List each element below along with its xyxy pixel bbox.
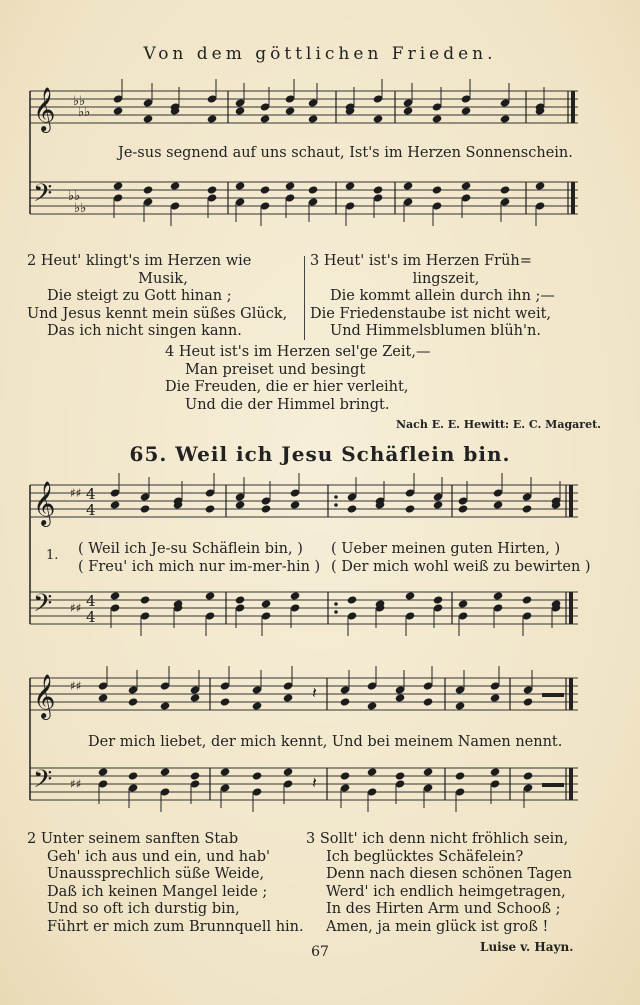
final-barline-thick [571,91,575,123]
verse-line: 2 Heut' klingt's im Herzen wie [27,253,252,269]
verse-line: Die Friedenstaube ist nicht weit, [310,305,552,322]
hymn65-credit: Luise v. Hayn. [480,940,574,954]
notehead [285,107,295,116]
notehead [160,768,170,777]
notehead [290,501,300,510]
repeat-dot [334,610,338,614]
hymn64-lyric-line: Je-sus segnend auf uns schaut, Ist's im Herzen Sonnenschein. [118,145,573,161]
verse-line: Und Jesus kennt mein süßes Glück, [27,305,288,322]
notehead [113,182,123,191]
notehead [235,596,245,605]
repeat-dot [334,602,338,606]
verse-line: Geh' ich aus und ein, und hab' [47,848,271,865]
notehead [523,772,533,781]
notehead [535,182,545,191]
final-barline-thick [569,678,573,710]
notehead [98,768,108,777]
notehead [110,501,120,510]
notehead [455,702,465,711]
notehead [283,768,293,777]
treble-clef: 𝄞 [33,674,56,718]
whole-rest [542,783,564,787]
notehead [423,698,433,707]
notehead [261,600,271,609]
verse-line: lingszeit, [412,270,480,287]
notehead [367,768,377,777]
verse-line: Die Freuden, die er hier verleiht, [165,379,409,395]
time-signature-bottom: 4 [86,501,96,519]
time-signature-bottom: 4 [86,608,96,626]
verse-line: Amen, ja mein glück ist groß ! [326,918,549,935]
notehead [235,107,245,116]
key-signature: ♯♯ [70,679,82,693]
notehead [432,186,442,195]
verse-line: Unaussprechlich süße Weide, [47,866,265,882]
notehead [455,772,465,781]
verse-line: Die steigt zu Gott hinan ; [47,288,232,304]
notehead [490,768,500,777]
verse-line: Und die der Himmel bringt. [185,396,390,413]
key-signature: ♯♯ [70,777,82,791]
notehead [143,186,153,195]
page-number: 67 [311,944,329,960]
hymn65-lyric-b2: ( Der mich wohl weiß zu bewirten ) [331,559,591,575]
notehead [403,107,413,116]
notehead [190,772,200,781]
verse-line: 3 Heut' ist's im Herzen Früh= [310,253,532,269]
hymn64-verse-3 [310,253,582,341]
notehead [403,182,413,191]
verse-line: 4 Heut ist's im Herzen sel'ge Zeit,— [165,344,431,360]
notehead [367,702,377,711]
notehead [113,107,123,116]
notehead [347,505,357,514]
notehead [260,115,270,124]
verse-line: 2 Unter seinem sanften Stab [27,831,239,847]
notehead [207,115,217,124]
verse-line: Die kommt allein durch ihn ;— [330,288,555,304]
time-signature-top: 4 [86,592,96,610]
notehead [405,592,415,601]
notehead [285,182,295,191]
verse-line: Und so oft ich durstig bin, [47,901,240,917]
notehead [235,501,245,510]
final-barline-thick [571,182,575,214]
notehead [308,186,318,195]
notehead [423,768,433,777]
treble-staff [30,485,578,517]
notehead [283,694,293,703]
notehead [140,596,150,605]
notehead [493,592,503,601]
verse-line: Werd' ich endlich heimgetragen, [326,883,566,900]
verse-divider [304,256,305,340]
notehead [461,182,471,191]
key-signature: ♭♭ [78,105,91,120]
hymn65-lyric-c: Der mich liebet, der mich kennt, Und bei meinem Namen nennt. [88,734,563,750]
notehead [500,186,510,195]
hymn65-lyric-b1: ( Ueber meinen guten Hirten, ) [331,541,561,557]
key-signature: ♭♭ [74,201,87,216]
verse-line: Daß ich keinen Mangel leide ; [47,883,268,900]
notehead [395,772,405,781]
treble-clef: 𝄞 [33,481,56,525]
rest: 𝄽 [312,683,317,702]
verse-line: Das ich nicht singen kann. [47,323,242,339]
notehead [490,694,500,703]
notehead [461,107,471,116]
notehead [128,698,138,707]
notehead [98,694,108,703]
verse-line: Führt er mich zum Brunnquell hin. [47,918,304,935]
notehead [340,772,350,781]
notehead [522,596,532,605]
key-signature: ♯♯ [70,486,82,500]
notehead [260,186,270,195]
hymn65-lyric-a2: ( Freu' ich mich nur im-mer-hin ) [78,559,321,575]
repeat-dot [334,495,338,499]
notehead [261,505,271,514]
notehead [140,505,150,514]
notehead [190,694,200,703]
notehead [493,501,503,510]
section-header: Von dem göttlichen Frieden. [143,44,497,64]
hymn65-title: 65. Weil ich Jesu Schäflein bin. [129,442,511,466]
bass-staff [30,182,578,214]
verse-line: Und Himmelsblumen blüh'n. [330,323,541,339]
hymn65-verse-3 [306,831,572,936]
final-barline-thick [569,592,573,624]
bass-clef: 𝄢 [33,589,53,624]
notehead [205,505,215,514]
notehead [500,115,510,124]
bass-clef: 𝄢 [33,179,53,214]
time-signature-top: 4 [86,485,96,503]
notehead [523,698,533,707]
notehead [170,182,180,191]
verse-line: Denn nach diesen schönen Tagen [326,866,572,882]
final-barline-thick [569,485,573,517]
verse-line: 3 Sollt' ich denn nicht fröhlich sein, [306,831,569,847]
verse-line: In des Hirten Arm und Schooß ; [326,901,561,917]
notehead [373,115,383,124]
hymn65-verse-2 [27,831,304,936]
hymn64-verse-4 [165,344,430,414]
hymn65-lyric-a1: ( Weil ich Je-su Schäflein bin, ) [78,541,303,557]
notehead [252,772,262,781]
notehead [252,702,262,711]
notehead [308,115,318,124]
notehead [207,186,217,195]
notehead [433,501,443,510]
final-barline-thick [569,768,573,800]
key-signature: ♭♭ [68,189,81,204]
rest: 𝄽 [312,773,317,792]
notehead [405,505,415,514]
key-signature: ♯♯ [70,601,82,615]
treble-clef: 𝄞 [33,87,56,131]
notehead [340,698,350,707]
notehead [220,698,230,707]
notehead [373,186,383,195]
treble-staff [30,91,578,123]
notehead [433,596,443,605]
notehead [432,115,442,124]
verse-line: Man preiset und besingt [185,361,366,378]
repeat-dot [334,503,338,507]
notehead [205,592,215,601]
notehead [128,772,138,781]
key-signature: ♭♭ [73,94,86,109]
hymn64-verse-2 [27,253,299,341]
notehead [345,182,355,191]
notehead [143,115,153,124]
notehead [522,505,532,514]
notehead [395,694,405,703]
hymn64-credit: Nach E. E. Hewitt: E. C. Magaret. [396,418,601,431]
notehead [220,768,230,777]
notehead [160,702,170,711]
bass-clef: 𝄢 [33,765,53,800]
notehead [235,182,245,191]
notehead [458,600,468,609]
verse-line: Ich beglücktes Schäfelein? [326,848,524,865]
notehead [110,592,120,601]
notehead [458,505,468,514]
verse-line: Musik, [138,270,188,287]
verse-number: 1. [46,548,59,563]
notehead [290,592,300,601]
notehead [347,596,357,605]
whole-rest [542,693,564,697]
